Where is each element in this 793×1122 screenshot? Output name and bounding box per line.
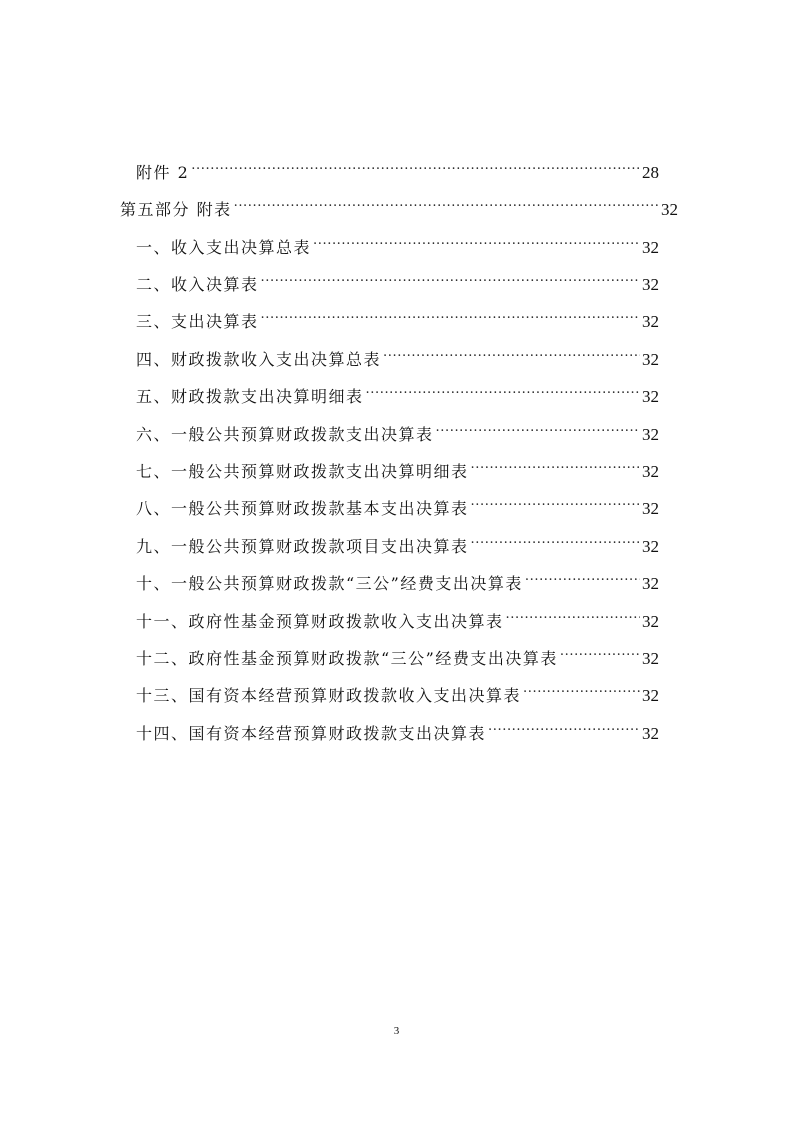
dot-leader [261,262,640,290]
toc-entry-page: 28 [642,163,659,182]
toc-entry-label: 十、一般公共预算财政拨款“三公”经费支出决算表 [136,574,523,593]
toc-entry-attachment-2[interactable] [136,150,659,182]
toc-entry-page: 32 [642,425,659,444]
dot-leader [313,225,640,253]
dot-leader [383,337,640,365]
toc-entry-4[interactable] [136,337,659,369]
toc-entry-label: 二、收入决算表 [136,275,259,294]
toc-entry-label: 五、财政拨款支出决算明细表 [136,387,364,406]
dot-leader [523,673,640,701]
toc-entry-page: 32 [642,350,659,369]
toc-entry-label: 十三、国有资本经营预算财政拨款收入支出决算表 [136,686,522,705]
toc-entry-label: 十四、国有资本经营预算财政拨款支出决算表 [136,724,487,743]
toc-entry-label: 一、收入支出决算总表 [136,238,312,257]
toc-entry-page: 32 [642,686,659,705]
toc-entry-2[interactable] [136,262,659,294]
dot-leader [471,449,640,477]
toc-entry-label: 第五部分 附表 [120,200,232,219]
toc-entry-label: 十一、政府性基金预算财政拨款收入支出决算表 [136,612,504,631]
dot-leader [506,599,640,627]
toc-entry-11[interactable] [136,599,659,631]
dot-leader [471,486,640,514]
toc-entry-page: 32 [642,499,659,518]
dot-leader [436,412,640,440]
toc-entry-page: 32 [642,537,659,556]
toc-entry-page: 32 [661,200,678,219]
toc-entry-5[interactable] [136,374,659,406]
toc-entry-label: 八、一般公共预算财政拨款基本支出决算表 [136,499,469,518]
toc-entry-page: 32 [642,724,659,743]
toc-entry-part-5-appendix[interactable] [120,187,678,219]
toc-entry-page: 32 [642,275,659,294]
dot-leader [261,299,640,327]
toc-entry-page: 32 [642,462,659,481]
toc-entry-label: 九、一般公共预算财政拨款项目支出决算表 [136,537,469,556]
dot-leader [471,524,640,552]
toc-entry-10[interactable] [136,561,659,593]
toc-entry-12[interactable] [136,636,659,668]
dot-leader [525,561,640,589]
toc-entry-page: 32 [642,574,659,593]
dot-leader [488,711,640,739]
dot-leader [560,636,640,664]
page-number: 3 [393,1025,400,1037]
toc-entry-9[interactable] [136,524,659,556]
toc-entry-label: 四、财政拨款收入支出决算总表 [136,350,382,369]
toc-entry-8[interactable] [136,486,659,518]
toc-entry-page: 32 [642,312,659,331]
toc-entry-label: 附件 2 [136,163,190,182]
dot-leader [366,374,640,402]
toc-entry-1[interactable] [136,225,659,257]
toc-entry-label: 七、一般公共预算财政拨款支出决算明细表 [136,462,469,481]
toc-entry-7[interactable] [136,449,659,481]
toc-entry-page: 32 [642,649,659,668]
toc-entry-6[interactable] [136,412,659,444]
toc-entry-label: 三、支出决算表 [136,312,259,331]
toc-entry-page: 32 [642,387,659,406]
toc-entry-page: 32 [642,612,659,631]
toc-entry-13[interactable] [136,673,659,705]
dot-leader [234,187,659,215]
dot-leader [191,150,640,178]
toc-entry-label: 六、一般公共预算财政拨款支出决算表 [136,425,434,444]
toc-entry-14[interactable] [136,711,659,743]
toc-entry-3[interactable] [136,299,659,331]
toc-entry-page: 32 [642,238,659,257]
toc-entry-label: 十二、政府性基金预算财政拨款“三公”经费支出决算表 [136,649,558,668]
